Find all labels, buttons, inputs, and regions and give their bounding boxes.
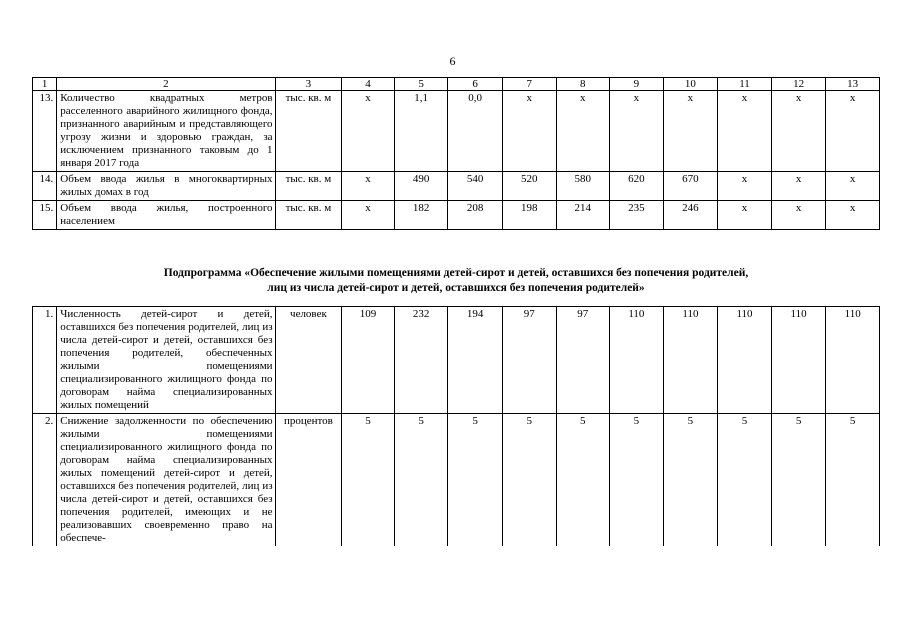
indicator-value: 109 [342, 307, 395, 414]
indicator-value: 5 [771, 414, 826, 547]
indicator-value: 5 [826, 414, 880, 547]
indicator-name: Численность детей-сирот и детей, оставшихся без попечения родителей, лиц из числа детей-сирот и детей, оставшихся без попечения родителей, обеспеченных жилыми помещениями специализированного жилищного фонда по договорам найма специализированных жилых помещений [57, 307, 275, 414]
indicator-value: x [771, 172, 826, 201]
indicator-value: 5 [718, 414, 772, 547]
indicator-value: 194 [448, 307, 503, 414]
indicator-value: 110 [771, 307, 826, 414]
indicator-value: 110 [610, 307, 664, 414]
unit-of-measure: процентов [275, 414, 342, 547]
indicator-value: 5 [394, 414, 448, 547]
table-row [33, 414, 880, 547]
row-number: 1. [33, 307, 57, 414]
indicator-value: 520 [502, 172, 556, 201]
column-number-4: 4 [342, 78, 395, 91]
page-number: 6 [449, 54, 456, 68]
indicator-value: 620 [610, 172, 664, 201]
column-number-1: 1 [33, 78, 57, 91]
indicators-table-subprogram [32, 306, 880, 546]
indicator-value: 97 [502, 307, 556, 414]
indicator-value: 110 [826, 307, 880, 414]
indicator-value: 540 [448, 172, 503, 201]
indicator-name: Объем ввода жилья, построенного населением [57, 201, 275, 230]
indicator-value: x [826, 91, 880, 172]
indicator-value: x [718, 201, 772, 230]
indicator-value: x [771, 201, 826, 230]
subprogram-title [32, 266, 880, 296]
table-row [33, 91, 880, 172]
indicator-value: 235 [610, 201, 664, 230]
table-row [33, 307, 880, 414]
column-number-7: 7 [502, 78, 556, 91]
indicator-value: x [342, 91, 395, 172]
indicator-value: 5 [342, 414, 395, 547]
table-row [33, 172, 880, 201]
column-number-8: 8 [556, 78, 610, 91]
column-number-13: 13 [826, 78, 880, 91]
column-number-2: 2 [57, 78, 275, 91]
indicator-value: x [718, 172, 772, 201]
indicator-value: 97 [556, 307, 610, 414]
indicator-value: x [342, 172, 395, 201]
unit-of-measure: человек [275, 307, 342, 414]
indicator-value: 110 [663, 307, 718, 414]
column-number-3: 3 [275, 78, 342, 91]
indicator-value: x [826, 201, 880, 230]
indicator-value: x [718, 91, 772, 172]
indicator-value: x [556, 91, 610, 172]
indicator-value: x [342, 201, 395, 230]
column-number-6: 6 [448, 78, 503, 91]
row-number: 15. [33, 201, 57, 230]
indicator-value: 198 [502, 201, 556, 230]
indicator-value: x [610, 91, 664, 172]
table-row [33, 201, 880, 230]
column-number-11: 11 [718, 78, 772, 91]
indicator-value: 5 [663, 414, 718, 547]
indicator-value: x [771, 91, 826, 172]
indicator-value: 214 [556, 201, 610, 230]
indicator-value: x [663, 91, 718, 172]
unit-of-measure: тыс. кв. м [275, 172, 342, 201]
indicator-value: 232 [394, 307, 448, 414]
column-number-9: 9 [610, 78, 664, 91]
indicator-value: 5 [610, 414, 664, 547]
indicator-value: 5 [502, 414, 556, 547]
row-number: 13. [33, 91, 57, 172]
column-number-row [33, 78, 880, 91]
indicator-value: 110 [718, 307, 772, 414]
indicator-value: 182 [394, 201, 448, 230]
indicator-value: x [826, 172, 880, 201]
unit-of-measure: тыс. кв. м [275, 91, 342, 172]
column-number-12: 12 [771, 78, 826, 91]
indicator-value: 580 [556, 172, 610, 201]
indicator-value: 5 [448, 414, 503, 547]
unit-of-measure: тыс. кв. м [275, 201, 342, 230]
indicator-value: 670 [663, 172, 718, 201]
indicator-name: Объем ввода жилья в многоквартирных жилых домах в год [57, 172, 275, 201]
row-number: 14. [33, 172, 57, 201]
column-number-10: 10 [663, 78, 718, 91]
indicator-name: Снижение задолженности по обеспечению жилыми помещениями специализированного жилищного фонда по договорам найма специализированных жилых помещений детей-сирот и детей, оставшихся без попечения родителей, лиц из числа детей-сирот и детей, оставшихся без попечения родителей, имеющих и не реализовавших своевременно право на обеспече- [57, 414, 275, 547]
indicator-value: 1,1 [394, 91, 448, 172]
indicator-value: 0,0 [448, 91, 503, 172]
indicator-value: 246 [663, 201, 718, 230]
indicator-value: 490 [394, 172, 448, 201]
indicators-table-top [32, 77, 880, 230]
indicator-value: 5 [556, 414, 610, 547]
indicator-value: x [502, 91, 556, 172]
subprogram-title-line-1: Подпрограмма «Обеспечение жилыми помещениями детей-сирот и детей, оставшихся без попечения родителей, [163, 267, 749, 279]
indicator-name: Количество квадратных метров расселенного аварийного жилищного фонда, признанного аварийным и представляющего угрозу жизни и здоровью граждан, за исключением признанного таковым до 1 января 2017 года [57, 91, 275, 172]
subprogram-title-line-2: лиц из числа детей-сирот и детей, оставшихся без попечения родителей» [267, 282, 645, 294]
column-number-5: 5 [394, 78, 448, 91]
indicator-value: 208 [448, 201, 503, 230]
row-number: 2. [33, 414, 57, 547]
